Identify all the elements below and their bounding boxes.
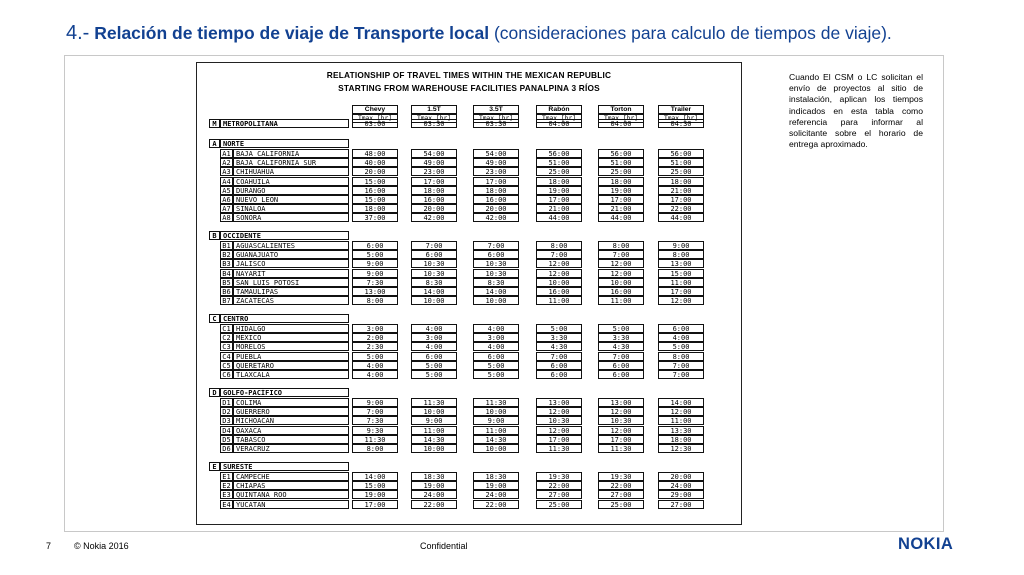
time-value: 10:30 [536, 416, 582, 425]
tmax-header: Tmax [hr] [352, 114, 398, 123]
time-value: 4:00 [658, 333, 704, 342]
time-value: 10:30 [411, 259, 457, 268]
column-header: Trailer [658, 105, 704, 114]
time-value: 6:00 [411, 250, 457, 259]
time-value: 16:00 [473, 195, 519, 204]
table-title-line2: STARTING FROM WAREHOUSE FACILITIES PANALPINA 3 RÍOS [338, 83, 600, 93]
region-code: C1 [220, 324, 233, 333]
section-name: METROPOLITANA [220, 119, 349, 128]
region-name: COLIMA [233, 398, 349, 407]
time-value: 25:00 [658, 167, 704, 176]
time-value: 24:00 [658, 481, 704, 490]
time-value: 7:00 [411, 241, 457, 250]
slide-title [66, 22, 1006, 45]
time-value: 17:00 [598, 195, 644, 204]
time-value: 9:00 [658, 241, 704, 250]
time-value: 19:00 [411, 481, 457, 490]
column-header: 3.5T [473, 105, 519, 114]
time-value: 14:00 [473, 287, 519, 296]
time-value: 14:00 [411, 287, 457, 296]
time-value: 11:00 [536, 296, 582, 305]
time-value: 56:00 [658, 149, 704, 158]
region-code: D6 [220, 444, 233, 453]
region-code: A7 [220, 204, 233, 213]
time-value: 7:00 [598, 352, 644, 361]
time-value: 20:00 [352, 167, 398, 176]
time-value: 25:00 [536, 500, 582, 509]
time-value: 10:00 [411, 444, 457, 453]
time-value: 6:00 [411, 352, 457, 361]
time-value: 4:30 [598, 342, 644, 351]
time-value: 17:00 [598, 435, 644, 444]
time-value: 27:00 [658, 500, 704, 509]
region-name: OAXACA [233, 426, 349, 435]
time-value: 23:00 [473, 167, 519, 176]
footer-page-number: 7 [46, 541, 52, 551]
region-name: NAYARIT [233, 269, 349, 278]
time-value: 7:00 [658, 370, 704, 379]
time-value: 11:00 [598, 296, 644, 305]
region-name: GUANAJUATO [233, 250, 349, 259]
time-value: 18:00 [658, 177, 704, 186]
time-value: 4:00 [411, 324, 457, 333]
time-value: 8:00 [536, 241, 582, 250]
section-code: C [209, 314, 220, 323]
time-value: 13:00 [536, 398, 582, 407]
region-code: C3 [220, 342, 233, 351]
region-code: B6 [220, 287, 233, 296]
time-value: 11:00 [473, 426, 519, 435]
time-value: 7:00 [536, 352, 582, 361]
time-value: 11:00 [658, 416, 704, 425]
time-value: 04:00 [536, 119, 582, 128]
time-value: 16:00 [536, 287, 582, 296]
region-code: E4 [220, 500, 233, 509]
region-name: VERACRUZ [233, 444, 349, 453]
time-value: 10:00 [598, 278, 644, 287]
region-name: BAJA CALIFORNIA [233, 149, 349, 158]
time-value: 48:00 [352, 149, 398, 158]
time-value: 12:00 [536, 259, 582, 268]
region-code: B1 [220, 241, 233, 250]
time-value: 12:00 [598, 269, 644, 278]
time-value: 51:00 [598, 158, 644, 167]
time-value: 8:30 [411, 278, 457, 287]
region-code: E1 [220, 472, 233, 481]
time-value: 5:00 [536, 324, 582, 333]
time-value: 51:00 [658, 158, 704, 167]
time-value: 7:00 [352, 407, 398, 416]
time-value: 42:00 [473, 213, 519, 222]
side-note: Cuando El CSM o LC solicitan el envío de proyectos al sitio de instalación, aplican los tiempos indicados en esta tabla como referencia para informar al solicitante sobre el horario de entrega aproximado. [789, 72, 923, 150]
time-value: 03:30 [473, 119, 519, 128]
time-value: 19:30 [598, 472, 644, 481]
time-value: 8:00 [352, 296, 398, 305]
time-value: 18:00 [473, 186, 519, 195]
time-value: 44:00 [598, 213, 644, 222]
time-value: 51:00 [536, 158, 582, 167]
region-code: B3 [220, 259, 233, 268]
time-value: 22:00 [411, 500, 457, 509]
time-value: 8:00 [598, 241, 644, 250]
time-value: 8:00 [658, 352, 704, 361]
time-value: 37:00 [352, 213, 398, 222]
time-value: 7:30 [352, 416, 398, 425]
time-value: 11:30 [352, 435, 398, 444]
time-value: 25:00 [536, 167, 582, 176]
time-value: 27:00 [536, 490, 582, 499]
time-value: 3:00 [411, 333, 457, 342]
time-value: 6:00 [598, 370, 644, 379]
time-value: 9:00 [352, 259, 398, 268]
region-name: QUINTANA ROO [233, 490, 349, 499]
time-value: 12:00 [598, 426, 644, 435]
time-value: 44:00 [536, 213, 582, 222]
time-value: 4:00 [473, 324, 519, 333]
region-name: PUEBLA [233, 352, 349, 361]
time-value: 5:00 [598, 324, 644, 333]
region-name: NUEVO LEON [233, 195, 349, 204]
time-value: 10:00 [411, 296, 457, 305]
time-value: 12:00 [658, 407, 704, 416]
region-code: E2 [220, 481, 233, 490]
time-value: 49:00 [473, 158, 519, 167]
time-value: 22:00 [536, 481, 582, 490]
time-value: 3:30 [598, 333, 644, 342]
time-value: 12:00 [536, 269, 582, 278]
time-value: 29:00 [658, 490, 704, 499]
column-header: 1.5T [411, 105, 457, 114]
section-name: SURESTE [220, 462, 349, 471]
region-code: A4 [220, 177, 233, 186]
time-value: 12:00 [536, 426, 582, 435]
time-value: 21:00 [598, 204, 644, 213]
time-value: 19:00 [598, 186, 644, 195]
region-code: C5 [220, 361, 233, 370]
time-value: 24:00 [411, 490, 457, 499]
time-value: 20:00 [411, 204, 457, 213]
time-value: 6:00 [473, 250, 519, 259]
time-value: 17:00 [536, 195, 582, 204]
region-name: BAJA CALIFORNIA SUR [233, 158, 349, 167]
time-value: 15:00 [352, 195, 398, 204]
region-name: HIDALGO [233, 324, 349, 333]
region-name: COAHUILA [233, 177, 349, 186]
time-value: 2:30 [352, 342, 398, 351]
time-value: 10:30 [411, 269, 457, 278]
time-value: 6:00 [473, 352, 519, 361]
region-name: SINALOA [233, 204, 349, 213]
time-value: 3:00 [352, 324, 398, 333]
time-value: 16:00 [598, 287, 644, 296]
time-value: 10:30 [598, 416, 644, 425]
table-title-line1: RELATIONSHIP OF TRAVEL TIMES WITHIN THE MEXICAN REPUBLIC [326, 70, 612, 80]
time-value: 18:00 [352, 204, 398, 213]
time-value: 2:00 [352, 333, 398, 342]
region-code: B4 [220, 269, 233, 278]
time-value: 19:30 [536, 472, 582, 481]
time-value: 14:30 [411, 435, 457, 444]
time-value: 04:00 [598, 119, 644, 128]
travel-times-table [196, 62, 742, 525]
region-name: YUCATAN [233, 500, 349, 509]
time-value: 10:00 [411, 407, 457, 416]
section-code: D [209, 388, 220, 397]
section-code: B [209, 231, 220, 240]
time-value: 17:00 [352, 500, 398, 509]
time-value: 14:00 [352, 472, 398, 481]
region-code: C4 [220, 352, 233, 361]
footer-copyright: © Nokia 2016 [74, 541, 129, 551]
time-value: 18:30 [411, 472, 457, 481]
time-value: 44:00 [658, 213, 704, 222]
region-code: C2 [220, 333, 233, 342]
time-value: 12:00 [598, 407, 644, 416]
tmax-header: Tmax [hr] [658, 114, 704, 123]
time-value: 16:00 [411, 195, 457, 204]
time-value: 12:00 [598, 259, 644, 268]
time-value: 19:00 [473, 481, 519, 490]
time-value: 5:00 [411, 370, 457, 379]
time-value: 13:00 [658, 259, 704, 268]
tmax-header: Tmax [hr] [411, 114, 457, 123]
time-value: 25:00 [598, 167, 644, 176]
time-value: 54:00 [473, 149, 519, 158]
time-value: 10:00 [536, 278, 582, 287]
time-value: 03:00 [352, 119, 398, 128]
time-value: 17:00 [473, 177, 519, 186]
section-name: NORTE [220, 139, 349, 148]
title-bold: Relación de tiempo de viaje de Transporte local [94, 23, 490, 43]
time-value: 03:30 [411, 119, 457, 128]
time-value: 19:00 [536, 186, 582, 195]
time-value: 24:00 [473, 490, 519, 499]
region-code: C6 [220, 370, 233, 379]
time-value: 22:00 [658, 204, 704, 213]
time-value: 8:30 [473, 278, 519, 287]
time-value: 18:00 [658, 435, 704, 444]
time-value: 10:30 [473, 269, 519, 278]
time-value: 14:00 [658, 398, 704, 407]
time-value: 17:00 [536, 435, 582, 444]
region-code: A6 [220, 195, 233, 204]
region-code: D3 [220, 416, 233, 425]
section-code: A [209, 139, 220, 148]
time-value: 17:00 [658, 195, 704, 204]
time-value: 6:00 [598, 361, 644, 370]
time-value: 9:00 [473, 416, 519, 425]
time-value: 9:00 [352, 398, 398, 407]
region-code: A8 [220, 213, 233, 222]
time-value: 4:00 [352, 370, 398, 379]
time-value: 5:00 [473, 370, 519, 379]
time-value: 22:00 [473, 500, 519, 509]
time-value: 11:30 [536, 444, 582, 453]
time-value: 20:00 [473, 204, 519, 213]
time-value: 20:00 [658, 472, 704, 481]
time-value: 49:00 [411, 158, 457, 167]
time-value: 9:00 [411, 416, 457, 425]
time-value: 56:00 [536, 149, 582, 158]
region-name: QUERETARO [233, 361, 349, 370]
footer-confidential: Confidential [420, 541, 468, 551]
time-value: 3:00 [473, 333, 519, 342]
time-value: 17:00 [658, 287, 704, 296]
time-value: 10:30 [473, 259, 519, 268]
region-name: TLAXCALA [233, 370, 349, 379]
time-value: 3:30 [536, 333, 582, 342]
time-value: 15:00 [352, 481, 398, 490]
time-value: 15:00 [658, 269, 704, 278]
time-value: 6:00 [352, 241, 398, 250]
region-code: A5 [220, 186, 233, 195]
time-value: 25:00 [598, 500, 644, 509]
region-name: CAMPECHE [233, 472, 349, 481]
time-value: 7:30 [352, 278, 398, 287]
time-value: 11:30 [411, 398, 457, 407]
region-name: CHIHUAHUA [233, 167, 349, 176]
region-name: MORELOS [233, 342, 349, 351]
region-code: B7 [220, 296, 233, 305]
title-rest: (consideraciones para calculo de tiempos de viaje). [493, 23, 892, 43]
time-value: 5:00 [658, 342, 704, 351]
time-value: 7:00 [536, 250, 582, 259]
column-header: Rabón [536, 105, 582, 114]
time-value: 12:00 [536, 407, 582, 416]
time-value: 5:00 [411, 361, 457, 370]
time-value: 10:00 [473, 444, 519, 453]
time-value: 18:00 [411, 186, 457, 195]
time-value: 9:00 [352, 269, 398, 278]
region-name: AGUASCALIENTES [233, 241, 349, 250]
region-code: A3 [220, 167, 233, 176]
time-value: 7:00 [598, 250, 644, 259]
column-header: Torton [598, 105, 644, 114]
region-name: SONORA [233, 213, 349, 222]
region-code: A1 [220, 149, 233, 158]
time-value: 21:00 [658, 186, 704, 195]
section-name: CENTRO [220, 314, 349, 323]
region-code: D1 [220, 398, 233, 407]
time-value: 22:00 [598, 481, 644, 490]
time-value: 15:00 [352, 177, 398, 186]
time-value: 54:00 [411, 149, 457, 158]
title-number: 4.- [66, 22, 90, 44]
region-name: JALISCO [233, 259, 349, 268]
region-name: MEXICO [233, 333, 349, 342]
time-value: 56:00 [598, 149, 644, 158]
time-value: 14:30 [473, 435, 519, 444]
tmax-header: Tmax [hr] [473, 114, 519, 123]
region-name: ZACATECAS [233, 296, 349, 305]
region-code: D4 [220, 426, 233, 435]
time-value: 8:00 [352, 444, 398, 453]
time-value: 13:00 [352, 287, 398, 296]
time-value: 11:30 [598, 444, 644, 453]
region-code: E3 [220, 490, 233, 499]
time-value: 16:00 [352, 186, 398, 195]
time-value: 4:30 [536, 342, 582, 351]
time-value: 9:30 [352, 426, 398, 435]
time-value: 21:00 [536, 204, 582, 213]
time-value: 40:00 [352, 158, 398, 167]
section-name: OCCIDENTE [220, 231, 349, 240]
time-value: 13:00 [598, 398, 644, 407]
region-code: D5 [220, 435, 233, 444]
time-value: 13:30 [658, 426, 704, 435]
region-code: D2 [220, 407, 233, 416]
time-value: 27:00 [598, 490, 644, 499]
time-value: 11:00 [658, 278, 704, 287]
tmax-header: Tmax [hr] [598, 114, 644, 123]
time-value: 8:00 [658, 250, 704, 259]
region-name: MICHOACAN [233, 416, 349, 425]
time-value: 18:30 [473, 472, 519, 481]
region-name: SAN LUIS POTOSI [233, 278, 349, 287]
time-value: 10:00 [473, 407, 519, 416]
column-header: Chevy [352, 105, 398, 114]
section-name: GOLFO-PACÍFICO [220, 388, 349, 397]
time-value: 7:00 [473, 241, 519, 250]
region-name: DURANGO [233, 186, 349, 195]
region-name: TABASCO [233, 435, 349, 444]
time-value: 4:00 [411, 342, 457, 351]
time-value: 4:00 [473, 342, 519, 351]
time-value: 5:00 [473, 361, 519, 370]
time-value: 18:00 [598, 177, 644, 186]
region-name: GUERRERO [233, 407, 349, 416]
time-value: 19:00 [352, 490, 398, 499]
section-code: E [209, 462, 220, 471]
time-value: 6:00 [536, 361, 582, 370]
tmax-header: Tmax [hr] [536, 114, 582, 123]
time-value: 23:00 [411, 167, 457, 176]
region-name: CHIAPAS [233, 481, 349, 490]
time-value: 18:00 [536, 177, 582, 186]
time-value: 6:00 [536, 370, 582, 379]
time-value: 5:00 [352, 250, 398, 259]
time-value: 11:00 [411, 426, 457, 435]
time-value: 6:00 [658, 324, 704, 333]
time-value: 4:00 [352, 361, 398, 370]
time-value: 11:30 [473, 398, 519, 407]
section-code: M [209, 119, 220, 128]
time-value: 5:00 [352, 352, 398, 361]
table-title [197, 69, 741, 95]
time-value: 17:00 [411, 177, 457, 186]
time-value: 12:00 [658, 296, 704, 305]
time-value: 04:30 [658, 119, 704, 128]
region-code: B5 [220, 278, 233, 287]
time-value: 10:00 [473, 296, 519, 305]
time-value: 7:00 [658, 361, 704, 370]
nokia-logo: NOKIA [898, 535, 954, 553]
time-value: 42:00 [411, 213, 457, 222]
region-name: TAMAULIPAS [233, 287, 349, 296]
time-value: 12:30 [658, 444, 704, 453]
region-code: B2 [220, 250, 233, 259]
region-code: A2 [220, 158, 233, 167]
